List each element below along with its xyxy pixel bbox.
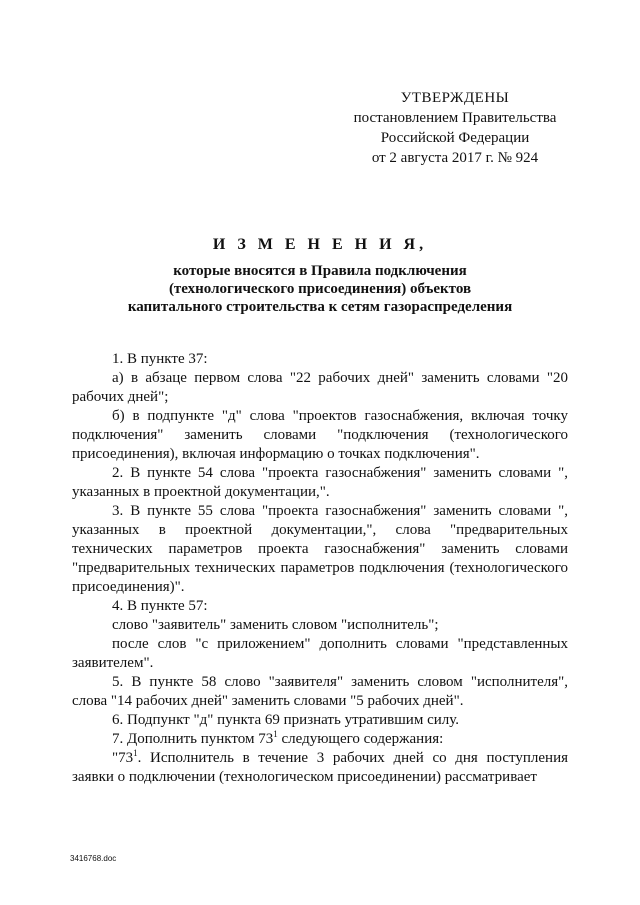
document-heading [60,234,580,316]
approved-line-2: Российской Федерации [380,130,530,146]
approved-line-1: постановлением Правительства [353,110,557,126]
approved-title: УТВЕРЖДЕНЫ [400,90,510,106]
paragraph: 4. В пункте 57: [112,598,208,614]
superscript: 1 [273,729,278,739]
superscript: 1 [133,748,138,758]
heading-subtitle-line-1: которые вносятся в Правила подключения [173,263,467,279]
paragraph: слово "заявитель" заменить словом "исполнитель"; [112,617,439,633]
document-body [72,350,568,787]
heading-subtitle [60,262,580,316]
paragraph-text: . Исполнитель в течение 3 рабочих дней со дня поступления заявки о подключении (технологическом присоединении) рассматривает [72,750,568,785]
paragraph: 2. В пункте 54 слова "проекта газоснабжения" заменить словами ", указанных в проектной документации,". [72,465,568,500]
paragraph: 6. Подпункт "д" пункта 69 признать утратившим силу. [112,712,459,728]
paragraph: 1. В пункте 37: [112,351,208,367]
paragraph-text: "73 [112,750,134,766]
approval-stamp [340,88,570,168]
paragraph: а) в абзаце первом слова "22 рабочих дней" заменить словами "20 рабочих дней"; [72,370,568,405]
paragraph-text: следующего содержания: [277,731,444,747]
heading-subtitle-line-3: капитального строительства к сетям газораспределения [127,299,513,315]
footer-doc-id: 3416768.doc [70,854,117,863]
paragraph [72,730,568,749]
paragraph: после слов "с приложением" дополнить словами "представленных заявителем". [72,636,568,671]
paragraph: б) в подпункте "д" слова "проектов газоснабжения, включая точку подключения" заменить словами "подключения (технологического присоединения), включая информацию о точках подключения". [72,408,568,462]
paragraph: 3. В пункте 55 слова "проекта газоснабжения" заменить словами ", указанных в проектной документации,", слова "предварительных технических параметров проекта газоснабжения" заменить словами "предварительных технических параметров подключения (технологического присоединения)". [72,503,568,595]
paragraph [72,749,568,787]
heading-subtitle-line-2: (технологического присоединения) объектов [168,281,472,297]
paragraph-text: 7. Дополнить пунктом 73 [112,731,274,747]
heading-title: И З М Е Н Е Н И Я, [212,236,428,253]
approved-line-3: от 2 августа 2017 г. № 924 [371,150,539,166]
paragraph: 5. В пункте 58 слово "заявителя" заменить словом "исполнителя", слова "14 рабочих дней" заменить словами "5 рабочих дней". [72,674,568,709]
